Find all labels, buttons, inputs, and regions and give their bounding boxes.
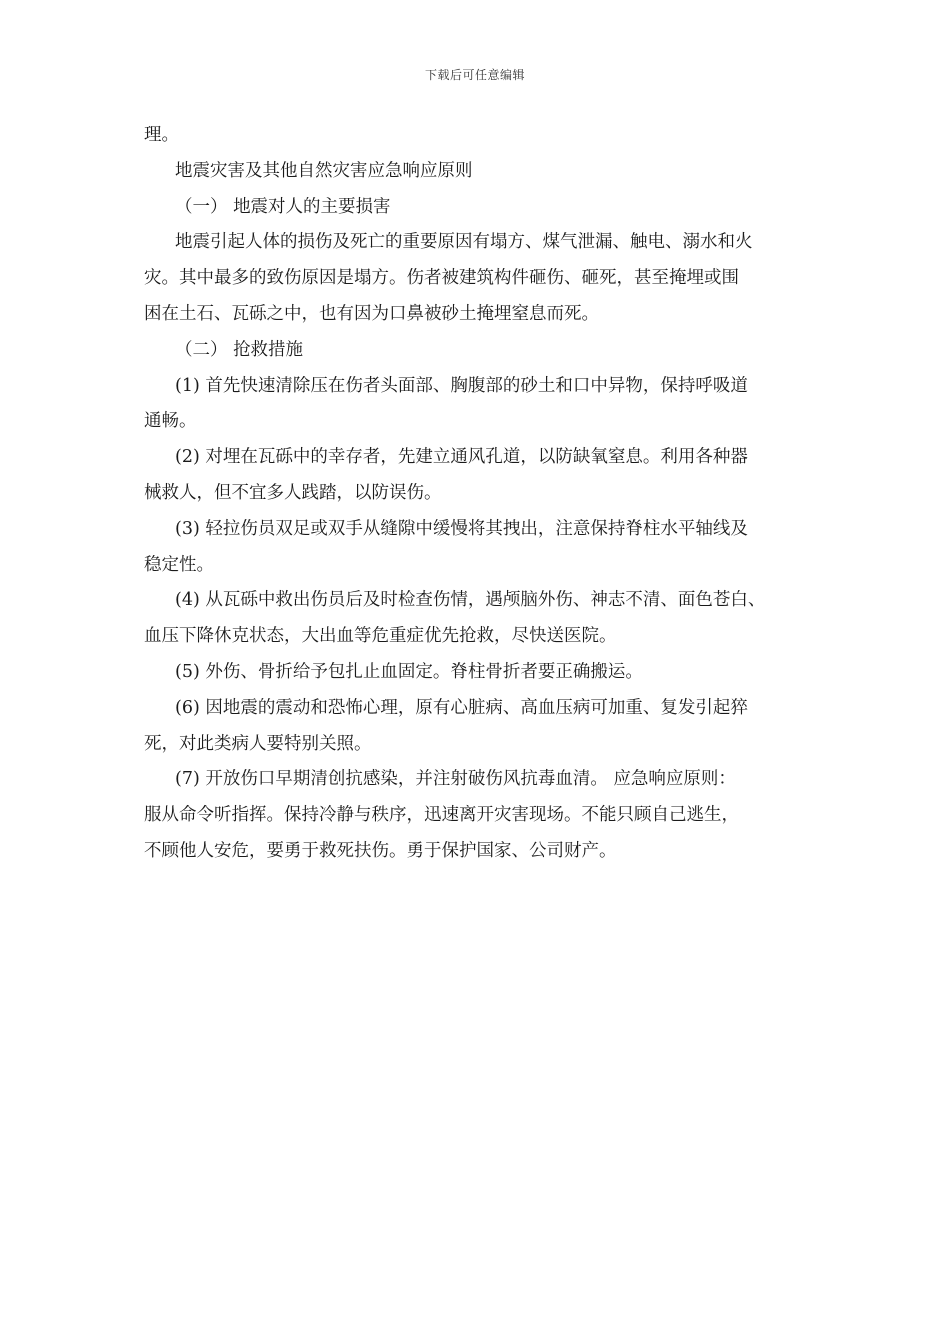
text-line: 械救人，但不宜多人践踏，以防误伤。 — [144, 482, 442, 503]
text-line: 服从命令听指挥。保持冷静与秩序，迅速离开灾害现场。不能只顾自己逃生， — [144, 805, 739, 826]
text-line: 血压下降休克状态，大出血等危重症优先抢救，尽快送医院。 — [144, 626, 617, 647]
text-line: 通畅。 — [144, 411, 197, 432]
list-item: (7) 开放伤口早期清创抗感染，并注射破伤风抗毒血清。 应急响应原则： — [175, 769, 736, 790]
list-item: (6) 因地震的震动和恐怖心理，原有心脏病、高血压病可加重、复发引起猝 — [175, 697, 748, 718]
subsection-heading: （一） 地震对人的主要损害 — [175, 196, 391, 217]
text-line: 不顾他人安危，要勇于救死扶伤。勇于保护国家、公司财产。 — [144, 840, 617, 861]
list-item: (3) 轻拉伤员双足或双手从缝隙中缓慢将其拽出，注意保持脊柱水平轴线及 — [175, 518, 748, 539]
list-item: (1) 首先快速清除压在伤者头面部、胸腹部的砂土和口中异物，保持呼吸道 — [175, 375, 748, 396]
text-line: 困在土石、瓦砾之中，也有因为口鼻被砂土掩埋窒息而死。 — [144, 303, 599, 324]
text-line: 稳定性。 — [144, 554, 214, 575]
page-header: 下载后可任意编辑 — [424, 68, 525, 82]
text-line: 灾。其中最多的致伤原因是塌方。伤者被建筑构件砸伤、砸死，甚至掩埋或围 — [144, 268, 739, 289]
list-item: (4) 从瓦砾中救出伤员后及时检查伤情，遇颅脑外伤、神志不清、面色苍白、 — [175, 590, 766, 611]
list-item: (5) 外伤、骨折给予包扎止血固定。脊柱骨折者要正确搬运。 — [175, 661, 643, 682]
text-line: 地震引起人体的损伤及死亡的重要原因有塌方、煤气泄漏、触电、溺水和火 — [175, 232, 753, 253]
document-body — [144, 118, 824, 870]
text-line: 理。 — [144, 125, 179, 145]
subsection-heading: （二） 抢救措施 — [175, 339, 304, 360]
text-line: 死，对此类病人要特别关照。 — [144, 733, 372, 754]
list-item: (2) 对埋在瓦砾中的幸存者，先建立通风孔道，以防缺氧窒息。利用各种器 — [175, 447, 748, 468]
section-heading: 地震灾害及其他自然灾害应急响应原则 — [175, 160, 473, 181]
